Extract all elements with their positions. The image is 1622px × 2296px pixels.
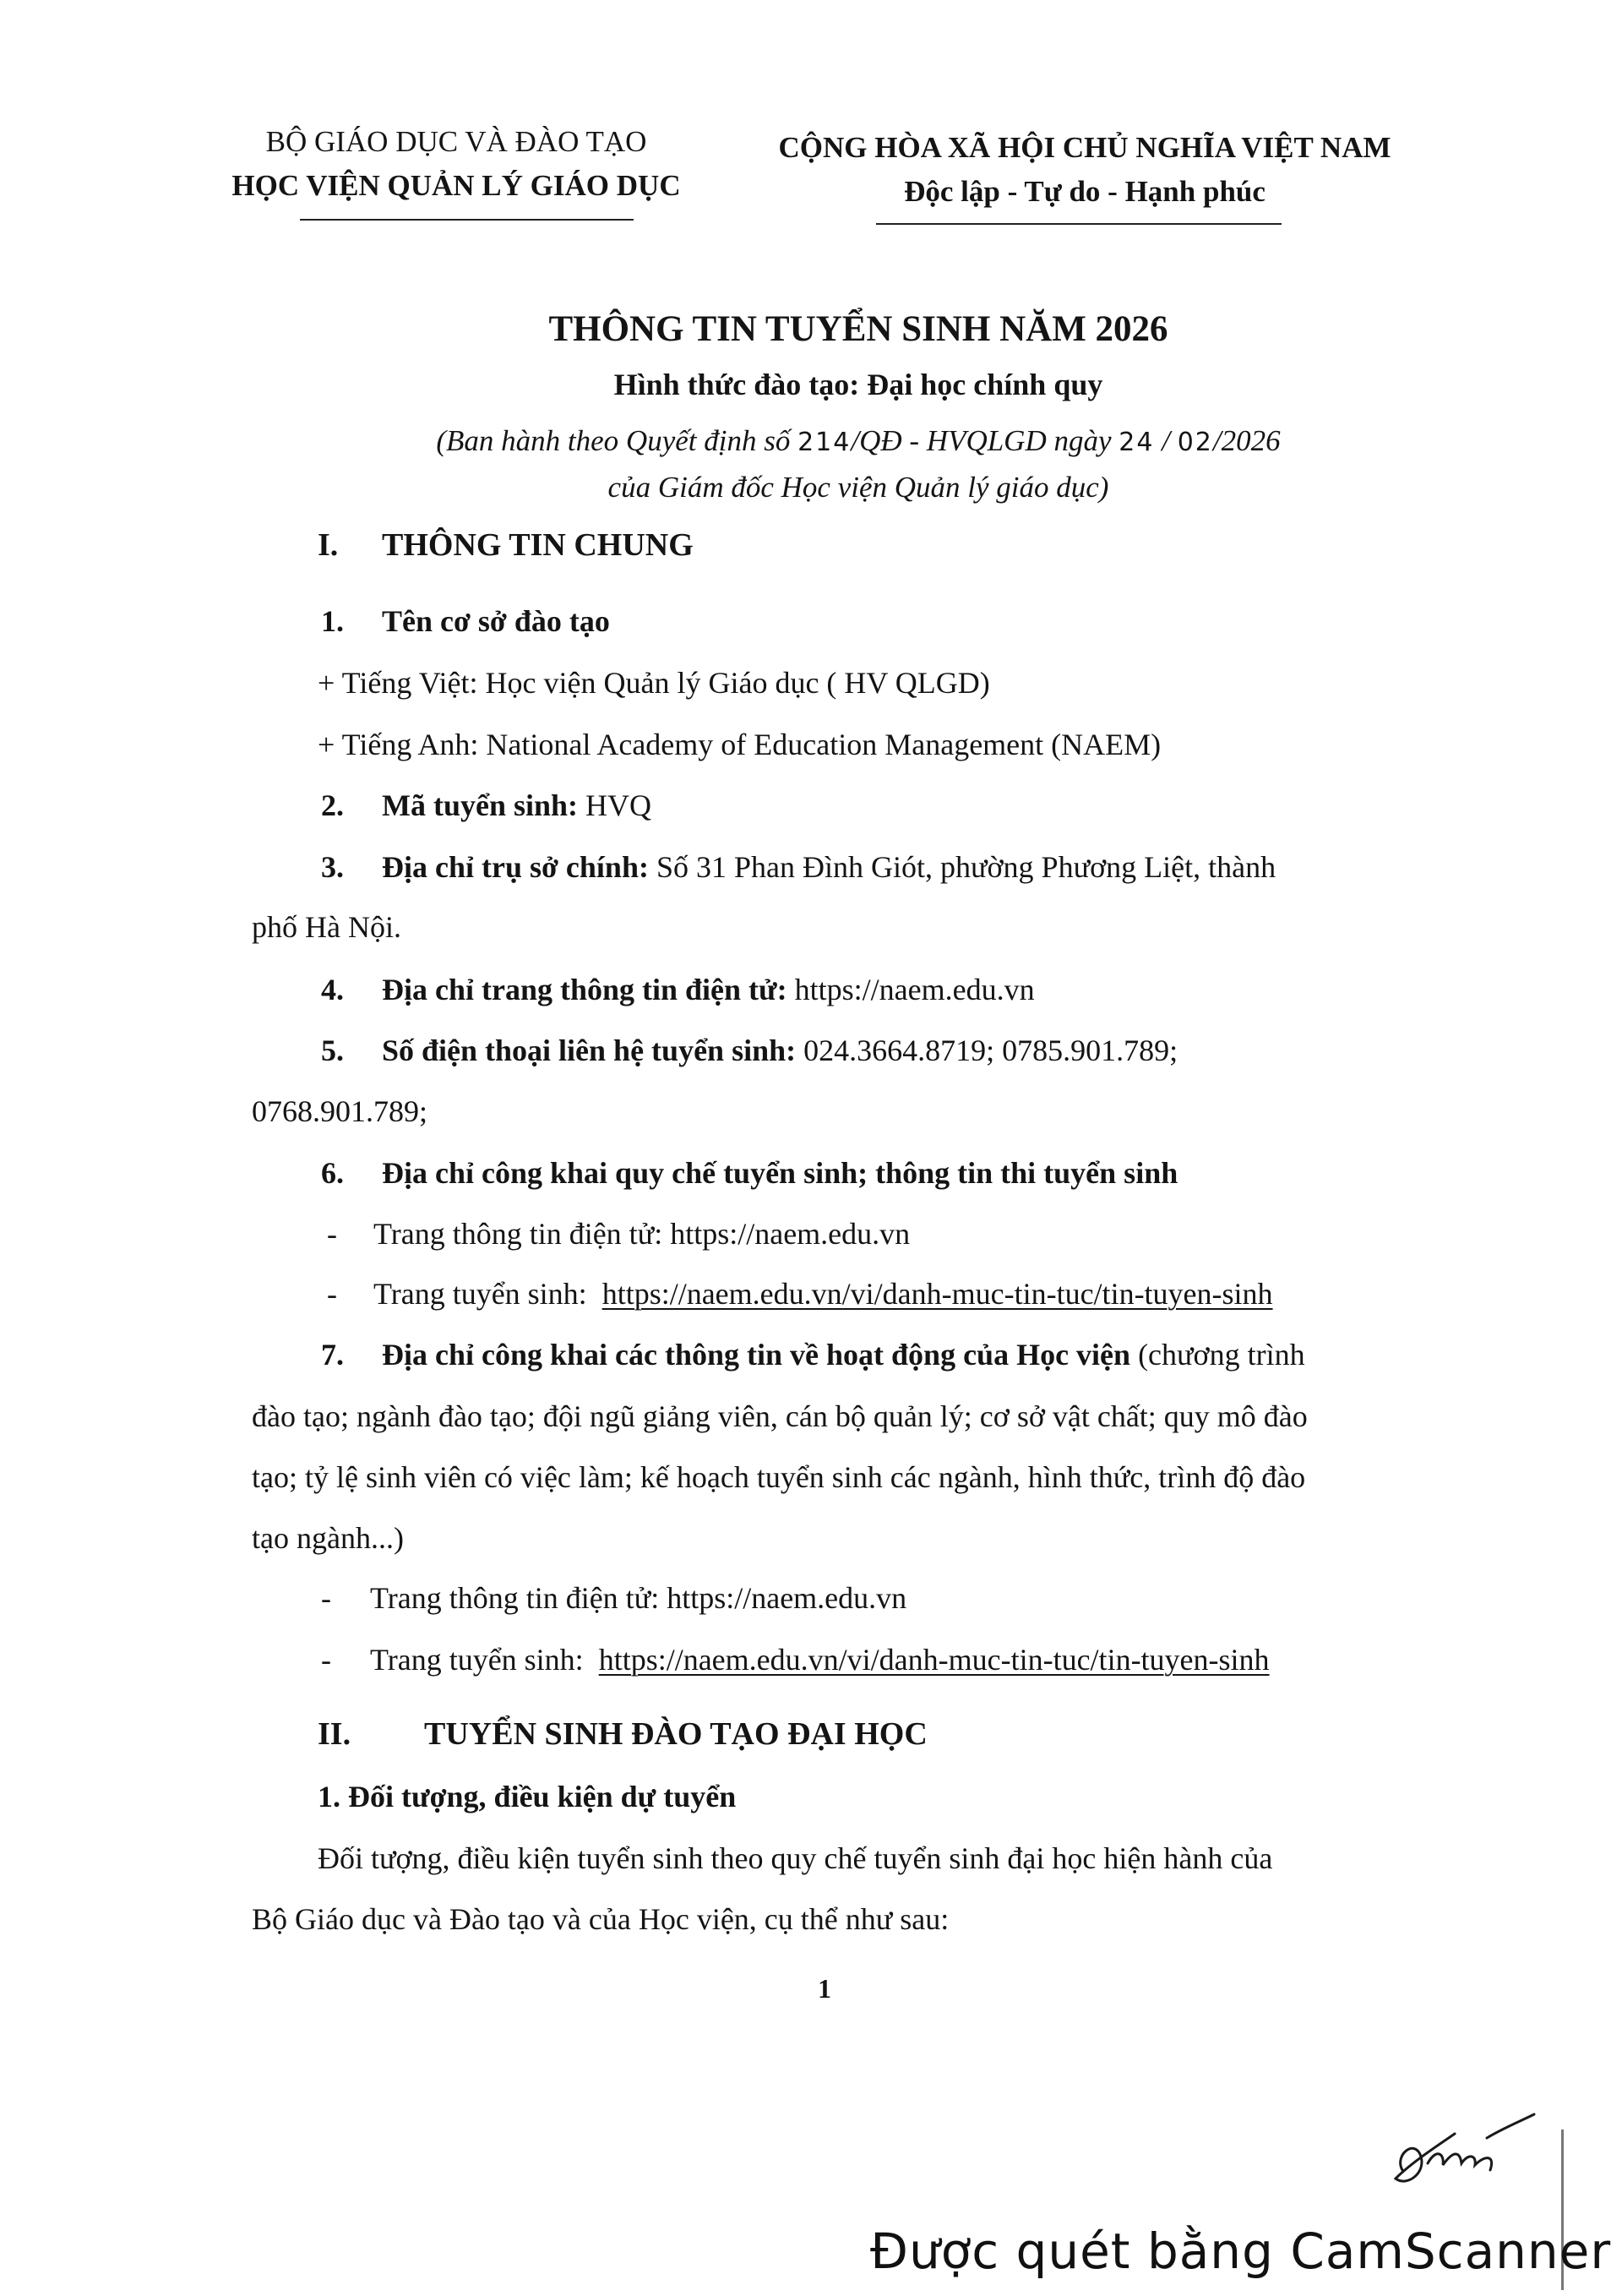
item-6-label: Địa chỉ công khai quy chế tuyển sinh; thông tin thi tuyển sinh [382, 1156, 1178, 1190]
section-1-heading: THÔNG TIN CHUNG [382, 527, 694, 563]
item-7 [321, 1337, 1305, 1372]
item-7-admissions-link[interactable]: https://naem.edu.vn/vi/danh-muc-tin-tuc/tin-tuyen-sinh [598, 1643, 1270, 1677]
academy-name: HỌC VIỆN QUẢN LÝ GIÁO DỤC [231, 169, 681, 202]
section-1-roman: I. [318, 527, 339, 563]
signature-initials [1377, 2104, 1546, 2201]
item-1-english: + Tiếng Anh: National Academy of Education Management (NAEM) [318, 728, 1162, 761]
item-6-bullet-2-label: Trang tuyển sinh: [373, 1277, 587, 1311]
republic-name: CỘNG HÒA XÃ HỘI CHỦ NGHĨA VIỆT NAM [778, 131, 1391, 164]
item-2-label: Mã tuyển sinh: [382, 788, 579, 822]
item-2-number: 2. [321, 788, 344, 822]
item-3-value-cont: phố Hà Nội. [252, 910, 401, 944]
item-5 [321, 1033, 1178, 1068]
item-5-number: 5. [321, 1033, 344, 1067]
item-3 [321, 849, 1276, 885]
item-7-label: Địa chỉ công khai các thông tin về hoạt động của Học viện [382, 1338, 1131, 1372]
training-form: Hình thức đào tạo: Đại học chính quy [613, 368, 1103, 401]
item-6-bullet-1 [327, 1216, 910, 1252]
item-3-value: Số 31 Phan Đình Giót, phường Phương Liệt, thành [648, 850, 1276, 884]
bullet-dash: - [321, 1643, 331, 1677]
item-6 [321, 1155, 1178, 1191]
item-7-text-cont-3: tạo ngành...) [252, 1521, 404, 1555]
item-4-number: 4. [321, 973, 344, 1006]
section-2-roman: II. [318, 1716, 351, 1752]
item-3-number: 3. [321, 850, 344, 884]
item-1-number: 1. [321, 604, 344, 638]
item-6-admissions-link[interactable]: https://naem.edu.vn/vi/danh-muc-tin-tuc/tin-tuyen-sinh [601, 1277, 1273, 1311]
ministry-name: BỘ GIÁO DỤC VÀ ĐÀO TẠO [265, 125, 647, 158]
decree-prefix: (Ban hành theo Quyết định số [436, 424, 798, 457]
document-title: THÔNG TIN TUYỂN SINH NĂM 2026 [548, 309, 1168, 349]
bullet-dash: - [321, 1581, 331, 1615]
item-6-bullet-2 [327, 1276, 1273, 1312]
item-7-bullet-2 [321, 1642, 1270, 1677]
camscanner-watermark: Được quét bằng CamScanner [870, 2222, 1612, 2280]
decree-mid: /QĐ - HVQLGD ngày [851, 424, 1119, 457]
item-6-bullet-1-text: Trang thông tin điện tử: https://naem.edu.vn [373, 1217, 911, 1251]
item-5-value-cont: 0768.901.789; [252, 1094, 428, 1128]
item-7-bullet-1-text: Trang thông tin điện tử: https://naem.edu.vn [370, 1581, 907, 1615]
item-5-label: Số điện thoại liên hệ tuyển sinh: [382, 1033, 797, 1067]
decree-issuer: của Giám đốc Học viện Quản lý giáo dục) [607, 471, 1109, 504]
section-2-heading: TUYỂN SINH ĐÀO TẠO ĐẠI HỌC [424, 1716, 928, 1752]
item-7-text: (chương trình [1130, 1338, 1305, 1372]
national-motto: Độc lập - Tự do - Hạnh phúc [904, 175, 1265, 208]
page-number: 1 [818, 1973, 831, 2004]
decree-day-handwritten: 24 [1119, 428, 1155, 457]
decree-line [436, 424, 1280, 458]
item-1 [321, 603, 610, 639]
item-2 [321, 788, 651, 823]
academy-underline [300, 219, 634, 221]
item-5-value: 024.3664.8719; 0785.901.789; [796, 1033, 1178, 1067]
decree-month-handwritten: 02 [1177, 428, 1213, 457]
section-2-paragraph-line-2: Bộ Giáo dục và Đào tạo và của Học viện, cụ thể như sau: [252, 1902, 950, 1936]
bullet-dash: - [327, 1217, 337, 1251]
item-7-bullet-1 [321, 1580, 906, 1616]
item-7-text-cont-2: tạo; tỷ lệ sinh viên có việc làm; kế hoạch tuyển sinh các ngành, hình thức, trình độ đào [252, 1460, 1306, 1494]
item-7-text-cont-1: đào tạo; ngành đào tạo; đội ngũ giảng viên, cán bộ quản lý; cơ sở vật chất; quy mô đào [252, 1399, 1308, 1433]
decree-sep: / [1154, 424, 1178, 457]
decree-number-handwritten: 214 [797, 428, 852, 457]
item-3-label: Địa chỉ trụ sở chính: [382, 850, 649, 884]
item-2-value: HVQ [578, 788, 652, 822]
item-7-bullet-2-label: Trang tuyển sinh: [370, 1643, 584, 1677]
item-6-number: 6. [321, 1156, 344, 1190]
section-2-subheading: 1. Đối tượng, điều kiện dự tuyển [318, 1780, 737, 1813]
item-4-value: https://naem.edu.vn [787, 973, 1035, 1006]
bullet-dash: - [327, 1277, 337, 1311]
motto-underline [876, 223, 1282, 225]
item-1-vietnamese: + Tiếng Việt: Học viện Quản lý Giáo dục ( HV QLGD) [318, 666, 990, 700]
decree-year: /2026 [1212, 424, 1281, 457]
item-7-number: 7. [321, 1338, 344, 1372]
item-4 [321, 972, 1035, 1007]
item-1-label: Tên cơ sở đào tạo [382, 604, 610, 638]
item-4-label: Địa chỉ trang thông tin điện tử: [382, 973, 787, 1006]
section-2-paragraph-line-1: Đối tượng, điều kiện tuyển sinh theo quy chế tuyển sinh đại học hiện hành của [318, 1841, 1273, 1875]
